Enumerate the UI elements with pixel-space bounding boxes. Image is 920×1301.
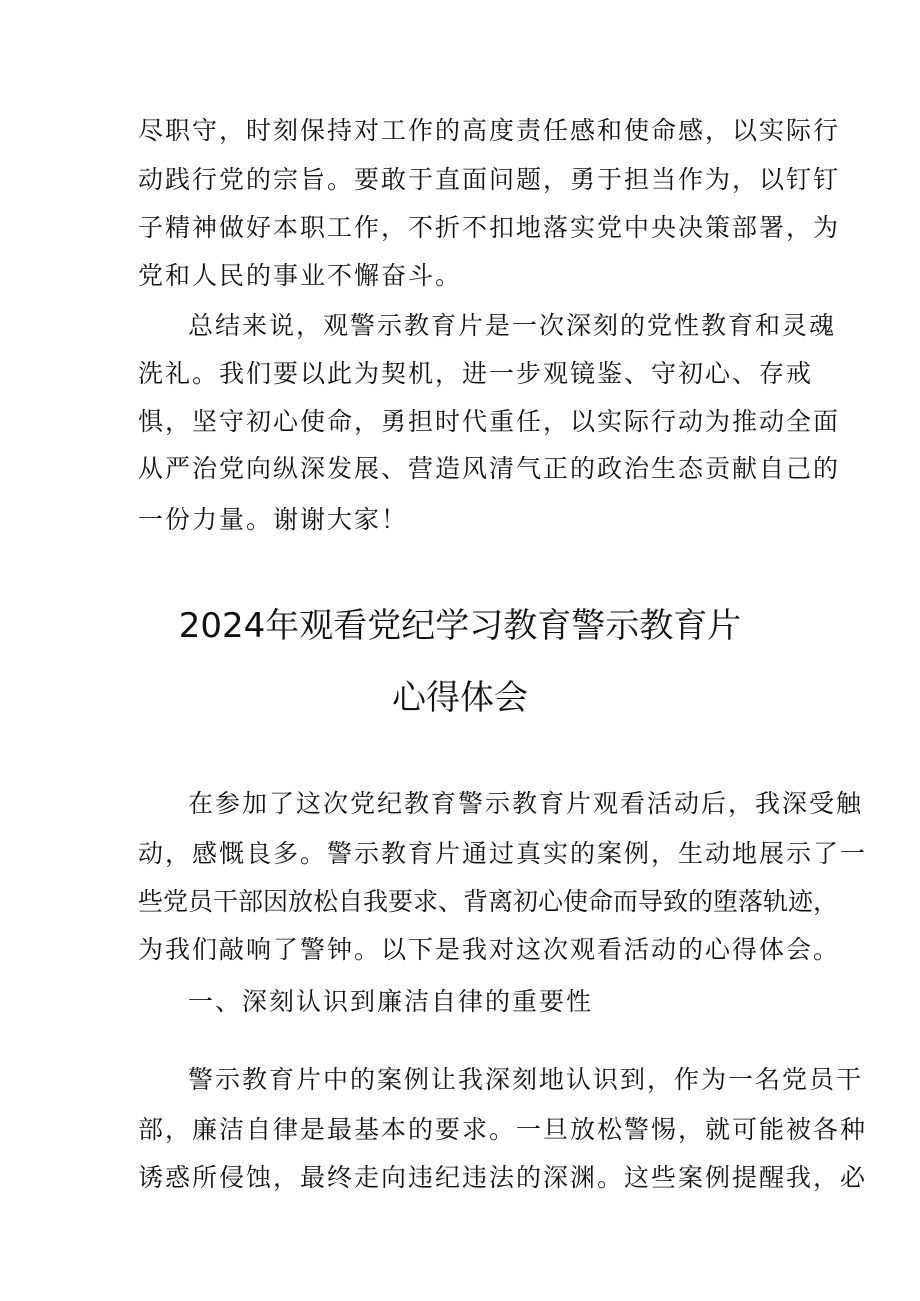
text-line: 动，感慨良多。警示教育片通过真实的案例，生动地展示了一 — [138, 839, 868, 868]
text-line: 惧，坚守初心使命，勇担时代重任，以实际行动为推动全面 — [138, 407, 841, 436]
text-line: 洗礼。我们要以此为契机，进一步观镜鉴、守初心、存戒 — [138, 359, 814, 388]
text-line: 尽职守，时刻保持对工作的高度责任感和使命感，以实际行 — [138, 116, 841, 145]
text-line: 动践行党的宗旨。要敢于直面问题，勇于担当作为，以钉钉 — [138, 165, 841, 194]
text-line: 从严治党向纵深发展、营造风清气正的政治生态贡献自己的 — [138, 454, 841, 483]
text-line: 诱惑所侵蚀，最终走向违纪违法的深渊。这些案例提醒我，必 — [138, 1163, 868, 1192]
text-line: 部，廉洁自律是最基本的要求。一旦放松警惕，就可能被各种 — [138, 1115, 868, 1144]
text-line: 一份力量。谢谢大家！ — [138, 505, 409, 534]
text-line: 子精神做好本职工作，不折不扣地落实党中央决策部署，为 — [138, 213, 841, 242]
text-line: 些党员干部因放松自我要求、背离初心使命而导致的堕落轨迹， — [138, 887, 839, 916]
text-line: 在参加了这次党纪教育警示教育片观看活动后，我深受触 — [188, 789, 864, 818]
text-line: 警示教育片中的案例让我深刻地认识到，作为一名党员干 — [188, 1065, 864, 1094]
text-line: 党和人民的事业不懈奋斗。 — [138, 261, 463, 290]
title-line-1: 2024年观看党纪学习教育警示教育片 — [178, 606, 742, 646]
text-line: 为我们敲响了警钟。以下是我对这次观看活动的心得体会。 — [138, 935, 841, 964]
section-heading: 一、深刻认识到廉洁自律的重要性 — [188, 987, 594, 1016]
text-line: 总结来说，观警示教育片是一次深刻的党性教育和灵魂 — [188, 311, 837, 340]
title-line-2: 心得体会 — [392, 678, 528, 718]
